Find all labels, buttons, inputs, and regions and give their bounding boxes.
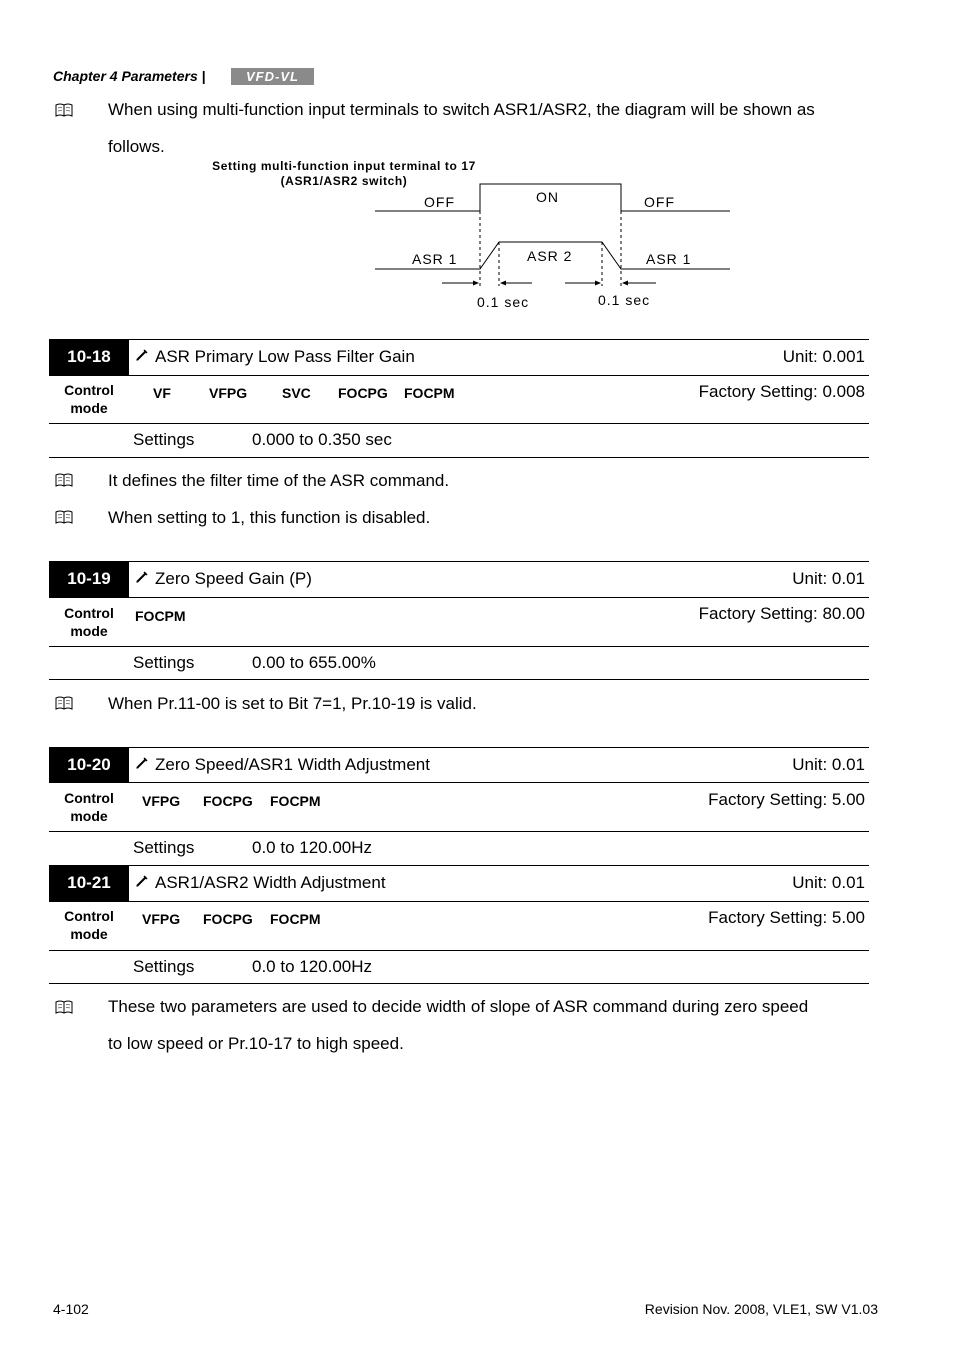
intro-note-line1: When using multi-function input terminals to switch ASR1/ASR2, the diagram will be shown as (108, 100, 815, 119)
pen-icon (135, 756, 149, 770)
header-separator: | (201, 68, 206, 84)
chapter-title: Chapter 4 Parameters (53, 68, 198, 84)
pen-icon (135, 874, 149, 888)
mode-vfpg: VFPG (209, 385, 248, 401)
off-right-label: OFF (644, 194, 675, 210)
book-icon (55, 696, 73, 710)
param-table-10-18 (49, 339, 869, 459)
on-label: ON (536, 189, 559, 205)
param-unit: Unit: 0.001 (782, 347, 865, 366)
settings-label: Settings (133, 838, 195, 857)
book-icon (55, 510, 73, 524)
param-title: Zero Speed/ASR1 Width Adjustment (135, 755, 430, 775)
factory-setting: Factory Setting: 5.00 (708, 908, 865, 927)
book-icon (55, 103, 73, 117)
book-icon (55, 473, 73, 487)
mode-vfpg: VFPG (142, 911, 181, 927)
revision-info: Revision Nov. 2008, VLE1, SW V1.03 (644, 1301, 878, 1317)
note-width-line2: to low speed or Pr.10-17 to high speed. (108, 1034, 404, 1053)
asr-switch-timing-diagram (360, 175, 740, 320)
control-mode-label: Control mode (64, 382, 114, 416)
param-id: 10-20 (49, 747, 129, 782)
diagram-title-line2: (ASR1/ASR2 switch) (280, 174, 408, 188)
settings-label: Settings (133, 957, 195, 976)
asr2-label: ASR 2 (527, 248, 573, 264)
diagram-title-line1: Setting multi-function input terminal to 17 (212, 159, 476, 173)
settings-label: Settings (133, 653, 195, 672)
mode-vfpg: VFPG (142, 793, 181, 809)
note-valid-condition: When Pr.11-00 is set to Bit 7=1, Pr.10-19 is valid. (108, 694, 477, 713)
mode-focpm: FOCPM (135, 608, 186, 624)
book-icon (55, 1000, 73, 1014)
asr1-right-label: ASR 1 (646, 251, 692, 267)
chapter-header (53, 68, 210, 84)
settings-value: 0.000 to 0.350 sec (252, 430, 392, 449)
param-id: 10-19 (49, 561, 129, 597)
asr1-left-label: ASR 1 (412, 251, 458, 267)
factory-setting: Factory Setting: 5.00 (708, 790, 865, 809)
mode-focpg: FOCPG (203, 911, 253, 927)
param-unit: Unit: 0.01 (792, 873, 865, 892)
control-mode-label: Control mode (64, 605, 114, 639)
delay-right-label: 0.1 sec (598, 292, 651, 308)
vfd-vl-logo: VFD-VL (231, 68, 314, 85)
param-unit: Unit: 0.01 (792, 569, 865, 588)
page-number: 4-102 (53, 1301, 89, 1317)
off-left-label: OFF (424, 194, 455, 210)
mode-focpm: FOCPM (270, 793, 321, 809)
param-table-10-21 (49, 865, 869, 985)
param-id: 10-18 (49, 339, 129, 375)
settings-value: 0.00 to 655.00% (252, 653, 376, 672)
mode-focpm: FOCPM (404, 385, 455, 401)
intro-note-line2: follows. (108, 137, 165, 156)
param-table-10-19 (49, 561, 869, 681)
control-mode-label: Control mode (64, 908, 114, 942)
factory-setting: Factory Setting: 0.008 (698, 382, 865, 401)
param-title: ASR Primary Low Pass Filter Gain (135, 347, 415, 367)
mode-focpm: FOCPM (270, 911, 321, 927)
settings-label: Settings (133, 430, 195, 449)
settings-value: 0.0 to 120.00Hz (252, 957, 373, 976)
factory-setting: Factory Setting: 80.00 (698, 604, 865, 623)
settings-value: 0.0 to 120.00Hz (252, 838, 373, 857)
param-title: Zero Speed Gain (P) (135, 569, 312, 589)
note-width-line1: These two parameters are used to decide width of slope of ASR command during zero speed (108, 997, 809, 1016)
note-filter-time: It defines the filter time of the ASR command. (108, 471, 450, 490)
note-disabled: When setting to 1, this function is disabled. (108, 508, 431, 527)
mode-focpg: FOCPG (203, 793, 253, 809)
param-table-10-20 (49, 747, 869, 867)
param-id: 10-21 (49, 865, 129, 901)
pen-icon (135, 570, 149, 584)
control-mode-label: Control mode (64, 790, 114, 824)
pen-icon (135, 348, 149, 362)
mode-vf: VF (153, 385, 171, 401)
mode-svc: SVC (282, 385, 311, 401)
delay-left-label: 0.1 sec (477, 294, 530, 310)
param-unit: Unit: 0.01 (792, 755, 865, 774)
mode-focpg: FOCPG (338, 385, 388, 401)
param-title: ASR1/ASR2 Width Adjustment (135, 873, 386, 893)
